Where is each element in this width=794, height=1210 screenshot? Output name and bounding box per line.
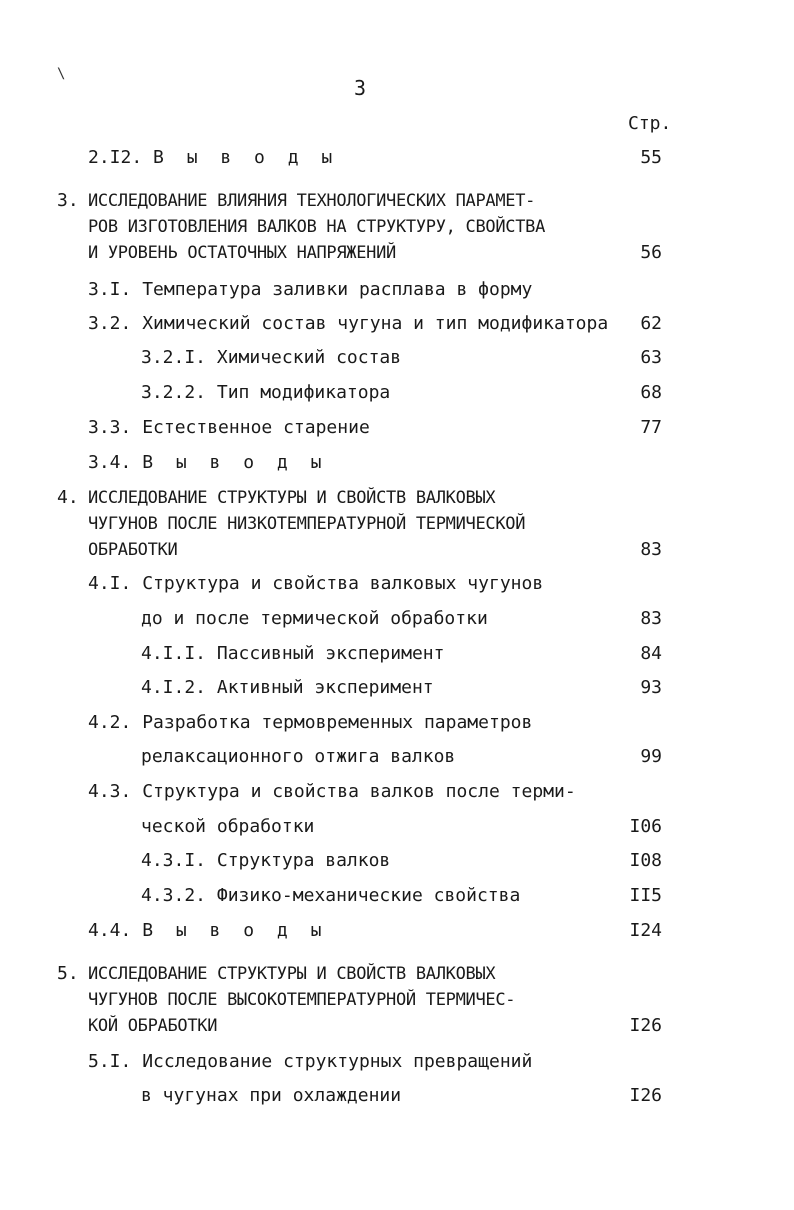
entry-page: 68 xyxy=(640,382,662,403)
entry-page: 62 xyxy=(640,313,662,334)
toc-entry-4-1-2 xyxy=(141,675,434,701)
entry-title: Активный эксперимент xyxy=(216,677,434,698)
entry-number: 5.I. xyxy=(88,1051,132,1072)
entry-number: 4.I.I. xyxy=(141,643,207,664)
entry-title: Естественное старение xyxy=(142,417,370,438)
entry-title: Пассивный эксперимент xyxy=(216,643,445,664)
toc-entry-5-number: 5. xyxy=(57,963,79,984)
entry-number: 4.I.2. xyxy=(141,677,207,698)
toc-entry-5-line2: ЧУГУНОВ ПОСЛЕ ВЫСОКОТЕМПЕРАТУРНОЙ ТЕРМИЧЕС- xyxy=(88,990,516,1010)
toc-entry-5-1-line2: в чугунах при охлаждении xyxy=(141,1085,402,1106)
toc-entry-4-3-line2: ческой обработки xyxy=(141,816,315,837)
entry-page: 56 xyxy=(640,242,662,263)
corner-mark: \ xyxy=(57,66,66,82)
toc-entry-4-4 xyxy=(88,918,327,944)
toc-entry-4-1 xyxy=(88,571,543,597)
toc-entry-4-2 xyxy=(88,710,532,736)
entry-page: I24 xyxy=(629,920,662,941)
entry-number: 3.2.I. xyxy=(141,347,207,368)
entry-number: 4.2. xyxy=(88,712,132,733)
entry-title: Структура и свойства валков после терми- xyxy=(142,781,576,802)
entry-page: 84 xyxy=(640,643,662,664)
toc-entry-3-4 xyxy=(88,450,327,476)
toc-entry-3-3 xyxy=(88,415,370,441)
entry-number: 2.I2. xyxy=(88,147,143,168)
entry-number: 3.I. xyxy=(88,279,132,300)
toc-entry-3-line1: ИССЛЕДОВАНИЕ ВЛИЯНИЯ ТЕХНОЛОГИЧЕСКИХ ПАРАМЕТ- xyxy=(88,191,536,211)
toc-entry-3-line3: И УРОВЕНЬ ОСТАТОЧНЫХ НАПРЯЖЕНИЙ xyxy=(88,243,396,263)
toc-entry-3-line2: РОВ ИЗГОТОВЛЕНИЯ ВАЛКОВ НА СТРУКТУРУ, СВОЙСТВА xyxy=(88,217,546,237)
toc-entry-4-3-1 xyxy=(141,848,390,874)
entry-number: 4.3.I. xyxy=(141,850,207,871)
entry-title: В ы в о д ы xyxy=(142,920,328,941)
toc-entry-5-1 xyxy=(88,1049,532,1075)
toc-entry-4-3 xyxy=(88,779,576,805)
entry-title: В ы в о д ы xyxy=(153,147,339,168)
toc-entry-4-line2: ЧУГУНОВ ПОСЛЕ НИЗКОТЕМПЕРАТУРНОЙ ТЕРМИЧЕСКОЙ xyxy=(88,514,526,534)
entry-page: 93 xyxy=(640,677,662,698)
entry-page: 83 xyxy=(640,608,662,629)
toc-entry-3-2-2 xyxy=(141,380,390,406)
entry-number: 4.4. xyxy=(88,920,132,941)
toc-entry-3-2 xyxy=(88,311,608,337)
entry-title: Исследование структурных превращений xyxy=(142,1051,533,1072)
entry-page: 99 xyxy=(640,746,662,767)
entry-title: Химический состав xyxy=(216,347,402,368)
entry-number: 3.4. xyxy=(88,452,132,473)
entry-page: 55 xyxy=(640,147,662,168)
entry-page: I06 xyxy=(629,816,662,837)
toc-entry-4-line1: ИССЛЕДОВАНИЕ СТРУКТУРЫ И СВОЙСТВ ВАЛКОВЫХ xyxy=(88,488,496,508)
toc-entry-4-1-1 xyxy=(141,641,444,667)
entry-title: Разработка термовременных параметров xyxy=(142,712,533,733)
entry-number: 3.2. xyxy=(88,313,132,334)
entry-number: 3.2.2. xyxy=(141,382,207,403)
entry-page: I26 xyxy=(629,1085,662,1106)
entry-page: I26 xyxy=(629,1015,662,1036)
entry-title: В ы в о д ы xyxy=(142,452,328,473)
entry-number: 3.3. xyxy=(88,417,132,438)
toc-entry-3-1 xyxy=(88,277,532,303)
toc-entry-5-line1: ИССЛЕДОВАНИЕ СТРУКТУРЫ И СВОЙСТВ ВАЛКОВЫХ xyxy=(88,964,496,984)
entry-title: Физико-механические свойства xyxy=(216,885,521,906)
toc-entry-2-12 xyxy=(88,145,338,171)
entry-number: 4.I. xyxy=(88,573,132,594)
page-column-header: Стр. xyxy=(628,113,672,134)
toc-entry-5-line3: КОЙ ОБРАБОТКИ xyxy=(88,1016,218,1036)
entry-title: Температура заливки расплава в форму xyxy=(142,279,533,300)
entry-page: II5 xyxy=(629,885,662,906)
toc-entry-3-2-1 xyxy=(141,345,401,371)
toc-entry-4-line3: ОБРАБОТКИ xyxy=(88,540,178,560)
entry-page: 77 xyxy=(640,417,662,438)
toc-entry-4-3-2 xyxy=(141,883,520,909)
entry-number: 4.3.2. xyxy=(141,885,207,906)
entry-page: 63 xyxy=(640,347,662,368)
toc-entry-4-1-line2: до и после термической обработки xyxy=(141,608,488,629)
entry-page: 83 xyxy=(640,539,662,560)
toc-entry-4-2-line2: релаксационного отжига валков xyxy=(141,746,456,767)
toc-entry-4-number: 4. xyxy=(57,487,79,508)
entry-title: Тип модификатора xyxy=(216,382,391,403)
entry-title: Структура и свойства валковых чугунов xyxy=(142,573,544,594)
entry-number: 4.3. xyxy=(88,781,132,802)
toc-entry-3-number: 3. xyxy=(57,190,79,211)
entry-title: Структура валков xyxy=(216,850,391,871)
entry-title: Химический состав чугуна и тип модификатора xyxy=(142,313,609,334)
page-number: 3 xyxy=(353,76,367,100)
entry-page: I08 xyxy=(629,850,662,871)
